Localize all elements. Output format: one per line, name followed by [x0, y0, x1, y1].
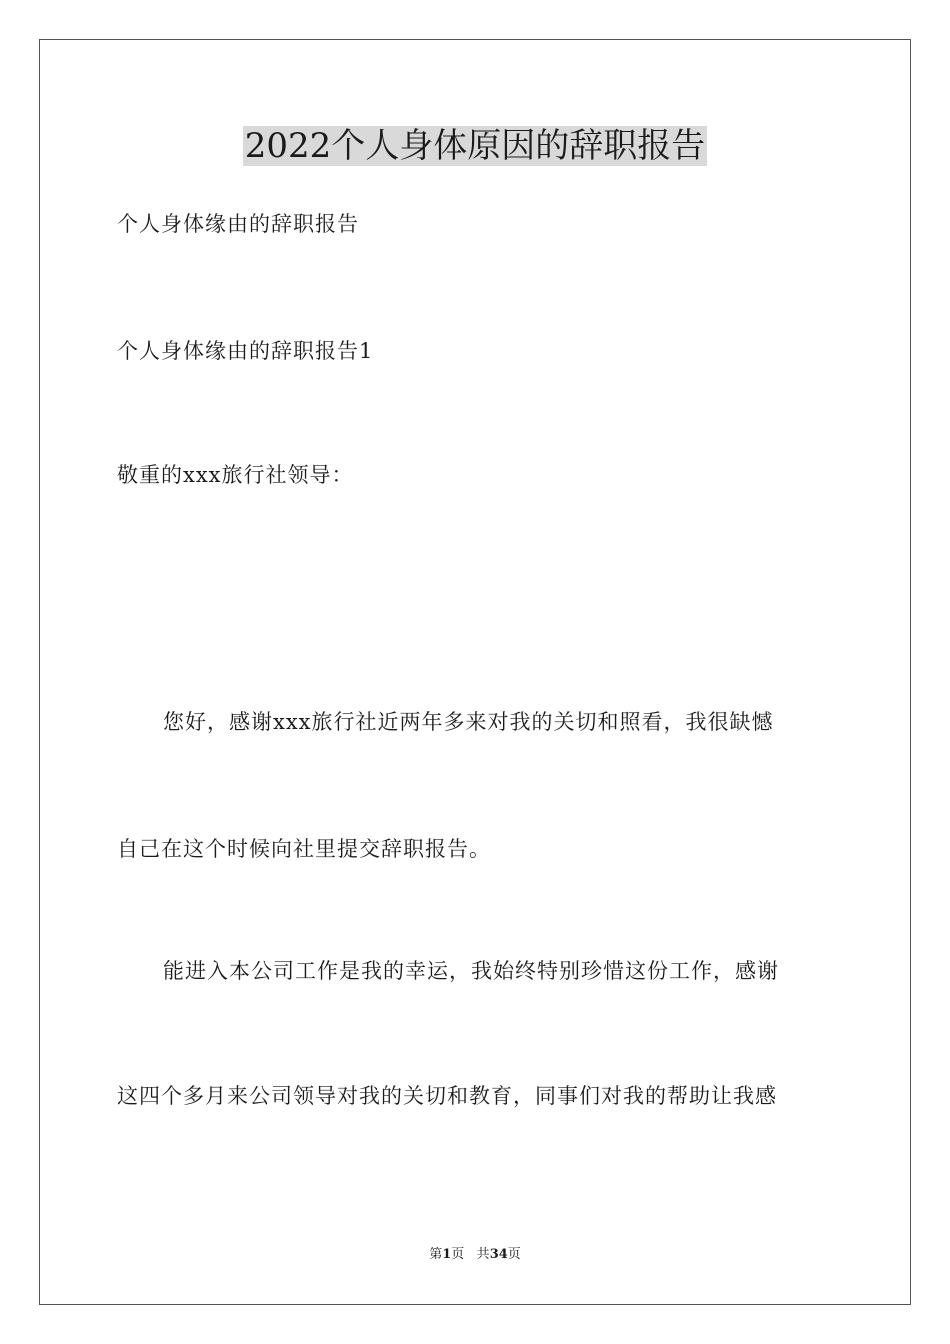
paragraph-body-line: 自己在这个时候向社里提交辞职报告。	[117, 837, 491, 861]
paragraph-body-line: 这四个多月来公司领导对我的关切和教育，同事们对我的帮助让我感	[117, 1084, 777, 1108]
document-title-text: 2022个人身体原因的辞职报告	[244, 126, 706, 166]
paragraph-body-line: 能进入本公司工作是我的幸运，我始终特别珍惜这份工作，感谢	[163, 959, 779, 983]
footer-page-suffix: 页	[451, 1247, 465, 1262]
footer-total-pages: 34	[489, 1247, 508, 1262]
footer-total-prefix: 共	[476, 1247, 490, 1262]
footer-page-number: 1	[442, 1247, 452, 1262]
footer-page-prefix: 第	[429, 1247, 443, 1262]
paragraph-heading: 个人身体缘由的辞职报告	[117, 212, 359, 236]
paragraph-salutation: 敬重的xxx旅行社领导：	[117, 463, 354, 487]
page-footer	[0, 1246, 950, 1264]
paragraph-subheading: 个人身体缘由的辞职报告1	[117, 339, 374, 363]
footer-total-suffix: 页	[507, 1247, 521, 1262]
document-title	[0, 124, 950, 168]
paragraph-body-line: 您好，感谢xxx旅行社近两年多来对我的关切和照看，我很缺憾	[163, 710, 774, 734]
